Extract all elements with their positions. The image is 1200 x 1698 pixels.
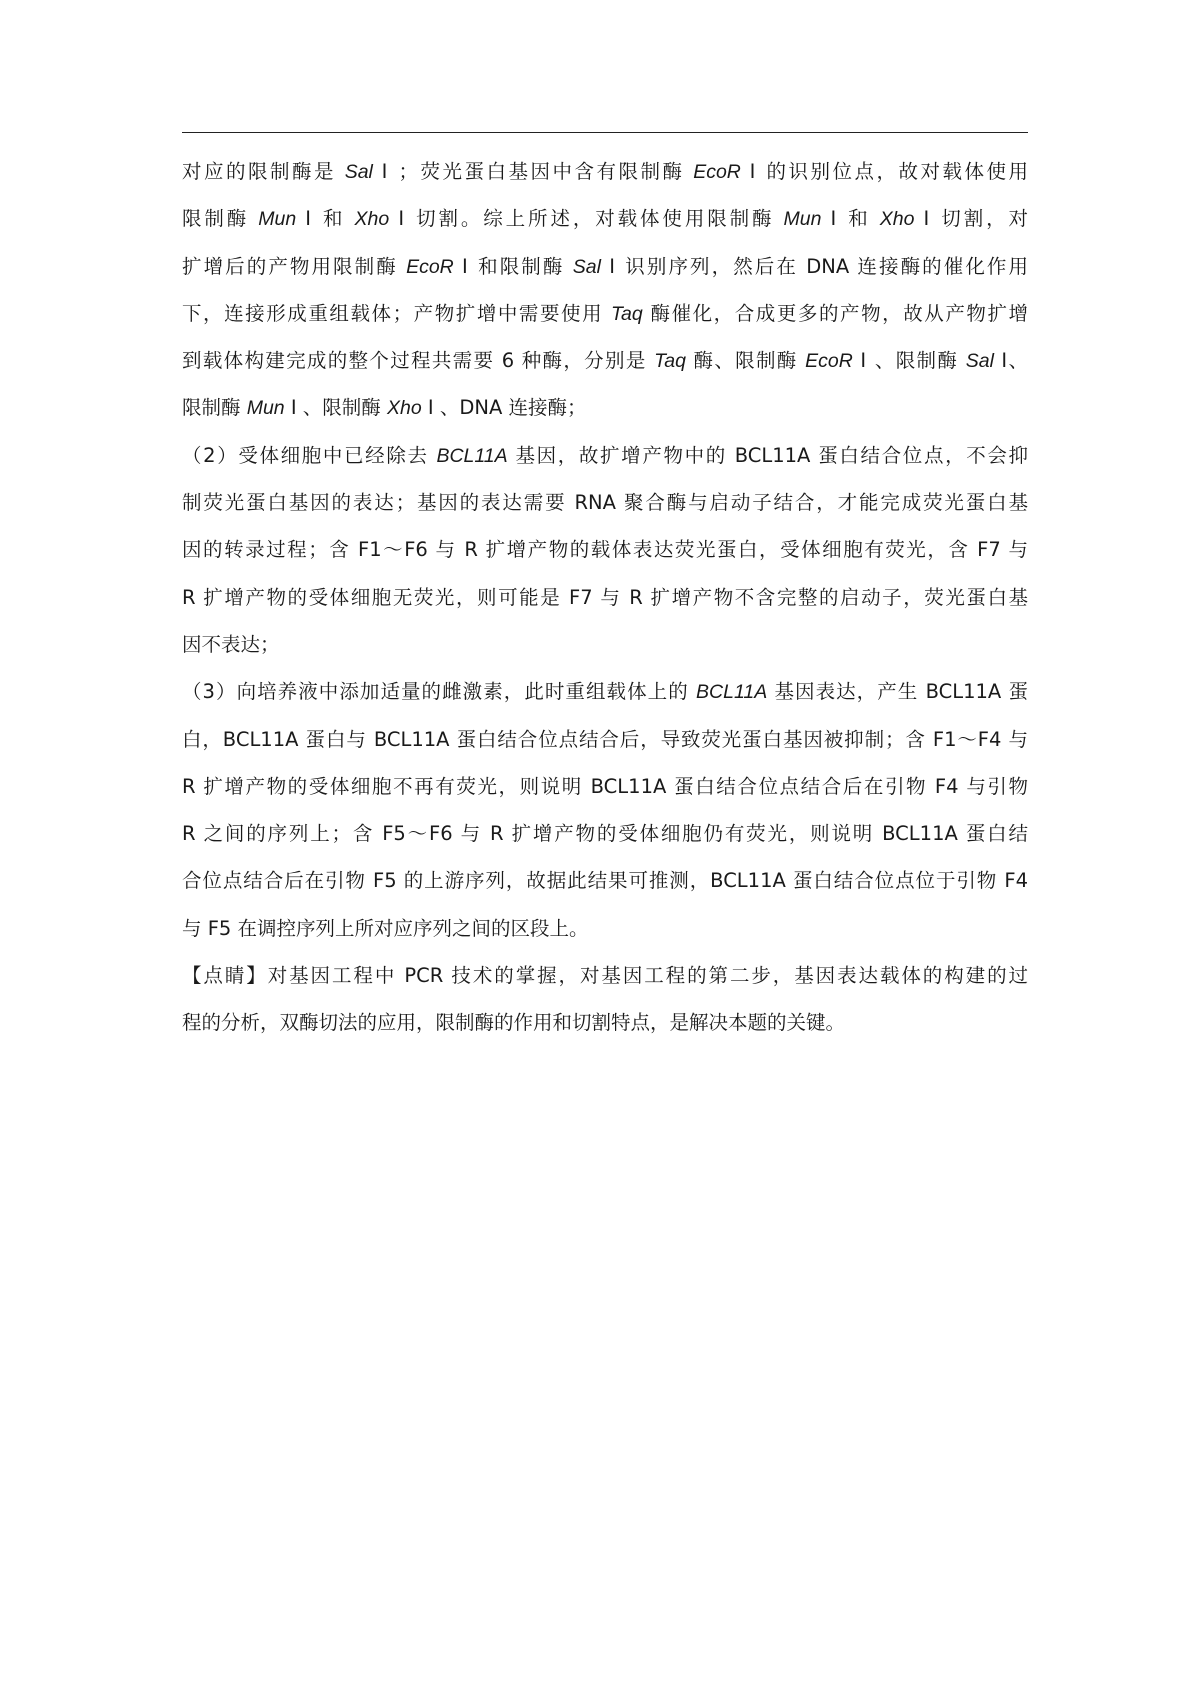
text-line — [182, 337, 1028, 384]
italic-term: Sal — [344, 161, 373, 183]
text-run: R 扩增产物的受体细胞不再有荧光，则说明 BCL11A 蛋白结合位点结合后在引物 F4 与引物 — [182, 774, 1028, 798]
italic-term: EcoR — [805, 350, 853, 373]
text-line — [182, 243, 1028, 290]
text-run: 与 F5 在调控序列上所对应序列之间的区段上。 — [182, 916, 589, 940]
paragraph — [182, 432, 1028, 668]
text-run: Ⅰ 、限制酶 — [284, 396, 387, 420]
paragraph — [182, 668, 1028, 952]
paragraph — [182, 952, 1028, 1047]
text-line — [182, 857, 1028, 904]
text-run: R 之间的序列上；含 F5～F6 与 R 扩增产物的受体细胞仍有荧光，则说明 BCL11A 蛋白结 — [182, 822, 1028, 846]
italic-term: Xho — [879, 208, 915, 231]
text-run: 限制酶 — [182, 396, 247, 420]
text-run: 酶、限制酶 — [685, 349, 806, 373]
text-line — [182, 621, 1028, 668]
text-run: Ⅰ 切割。综上所述，对载体使用限制酶 — [389, 207, 784, 231]
text-run: 酶催化，合成更多的产物，故从产物扩增 — [642, 301, 1028, 325]
text-run: 【点睛】对基因工程中 PCR 技术的掌握，对基因工程的第二步，基因表达载体的构建的过 — [182, 964, 1028, 988]
text-line — [182, 999, 1028, 1046]
italic-term: Mun — [258, 208, 297, 231]
italic-term: Xho — [387, 397, 422, 420]
italic-term: Mun — [246, 397, 285, 420]
italic-term: EcoR — [693, 161, 741, 183]
document-body — [182, 148, 1028, 1047]
italic-term: Sal — [965, 350, 994, 373]
text-run: Ⅰ 和 — [821, 207, 880, 231]
text-run: R 扩增产物的受体细胞无荧光，则可能是 F7 与 R 扩增产物不含完整的启动子，荧光蛋白基 — [182, 585, 1028, 609]
text-line — [182, 526, 1028, 573]
text-run: 合位点结合后在引物 F5 的上游序列，故据此结果可推测，BCL11A 蛋白结合位点位于引物 F4 — [182, 869, 1028, 893]
text-line — [182, 905, 1028, 952]
text-run: Ⅰ 和限制酶 — [453, 254, 573, 278]
text-line — [182, 763, 1028, 810]
text-run: 对应的限制酶是 — [182, 160, 345, 183]
text-line — [182, 384, 1028, 431]
text-run: （3）向培养液中添加适量的雌激素，此时重组载体上的 — [182, 680, 697, 704]
text-run: Ⅰ ；荧光蛋白基因中含有限制酶 — [372, 160, 694, 183]
italic-term: Mun — [783, 208, 822, 231]
italic-term: Xho — [354, 208, 390, 231]
text-line — [182, 195, 1028, 242]
text-run: Ⅰ 的识别位点，故对载体使用 — [740, 160, 1028, 183]
italic-term: Sal — [572, 255, 601, 278]
text-line — [182, 479, 1028, 526]
italic-term: Taq — [654, 350, 686, 373]
text-line — [182, 148, 1028, 195]
text-line — [182, 574, 1028, 621]
text-run: Ⅰ 切割，对 — [914, 207, 1028, 231]
text-run: 因的转录过程；含 F1～F6 与 R 扩增产物的载体表达荧光蛋白，受体细胞有荧光，含 F7 与 — [182, 538, 1028, 562]
text-line — [182, 668, 1028, 715]
text-run: 基因，故扩增产物中的 BCL11A 蛋白结合位点，不会抑 — [507, 443, 1028, 467]
italic-term: BCL11A — [436, 444, 508, 467]
text-line — [182, 290, 1028, 337]
text-run: 限制酶 — [182, 207, 259, 231]
text-run: Ⅰ 、限制酶 — [852, 349, 966, 373]
text-run: 白，BCL11A 蛋白与 BCL11A 蛋白结合位点结合后，导致荧光蛋白基因被抑制；含 F1～F4 与 — [182, 727, 1028, 751]
text-run: Ⅰ、 — [993, 349, 1028, 373]
text-run: Ⅰ 、DNA 连接酶； — [421, 396, 587, 420]
text-run: 程的分析，双酶切法的应用，限制酶的作用和切割特点，是解决本题的关键。 — [182, 1011, 846, 1035]
text-run: 下，连接形成重组载体；产物扩增中需要使用 — [182, 301, 611, 325]
text-run: 基因表达，产生 BCL11A 蛋 — [767, 680, 1028, 704]
text-line — [182, 716, 1028, 763]
text-run: 到载体构建完成的整个过程共需要 6 种酶，分别是 — [182, 349, 655, 373]
text-line — [182, 810, 1028, 857]
italic-term: EcoR — [406, 255, 454, 278]
text-run: Ⅰ 和 — [296, 207, 355, 231]
text-run: 因不表达； — [182, 632, 280, 656]
header-rule — [182, 132, 1028, 133]
text-run: 扩增后的产物用限制酶 — [182, 254, 407, 278]
paragraph — [182, 148, 1028, 432]
text-run: Ⅰ 识别序列，然后在 DNA 连接酶的催化作用 — [600, 254, 1028, 278]
text-run: （2）受体细胞中已经除去 — [182, 443, 437, 467]
text-line — [182, 952, 1028, 999]
text-run: 制荧光蛋白基因的表达；基因的表达需要 RNA 聚合酶与启动子结合，才能完成荧光蛋白基 — [182, 491, 1028, 515]
italic-term: BCL11A — [696, 681, 768, 704]
italic-term: Taq — [610, 302, 643, 325]
text-line — [182, 432, 1028, 479]
